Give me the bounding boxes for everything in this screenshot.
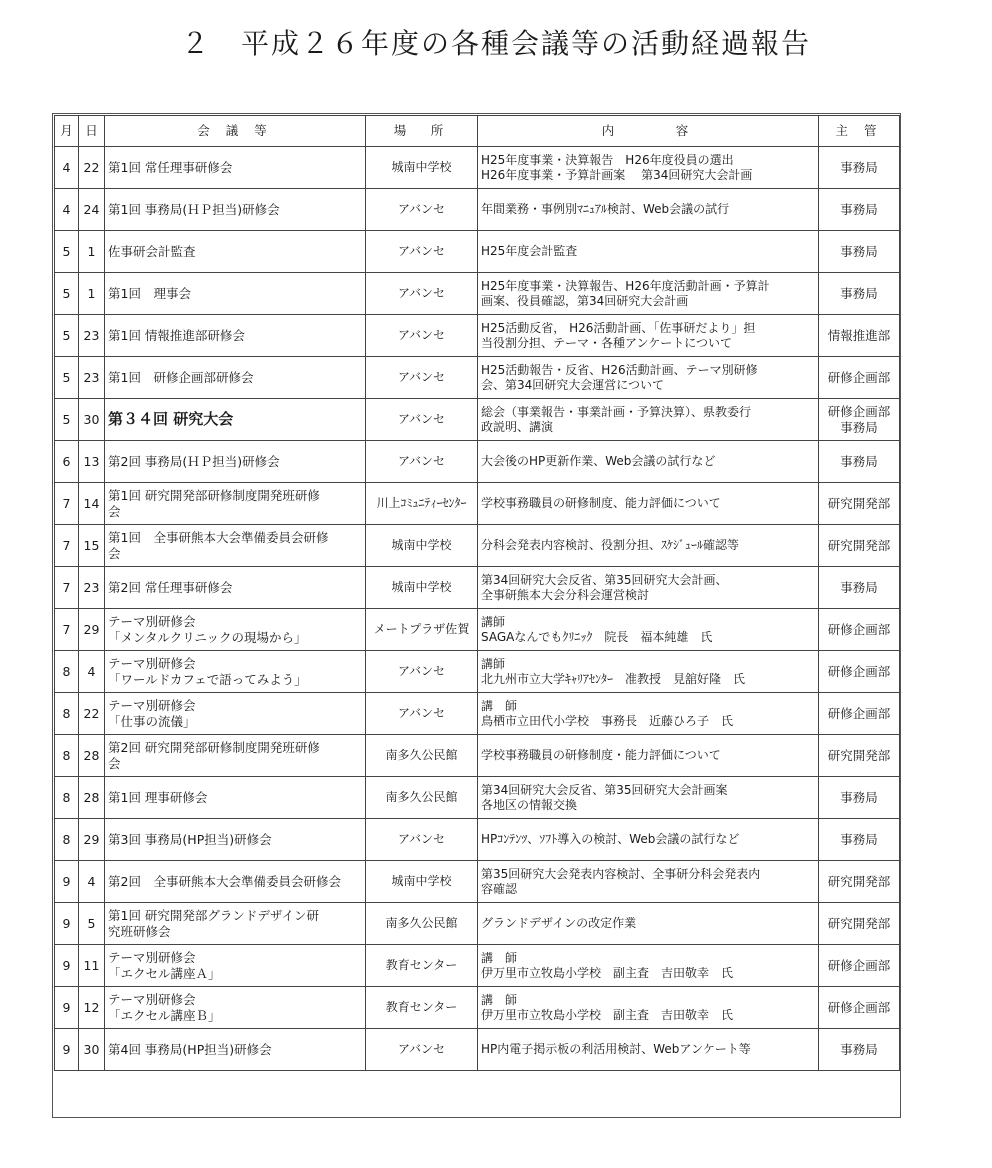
cell-meeting bbox=[105, 315, 366, 357]
header-place: 場 所 bbox=[366, 116, 478, 147]
cell-day: 24 bbox=[79, 189, 105, 231]
cell-meeting-line: 会 bbox=[108, 503, 121, 519]
cell-host-line: 研修企画部 bbox=[827, 957, 891, 973]
cell-month: 9 bbox=[55, 945, 79, 987]
cell-meeting-line: 究班研修会 bbox=[108, 923, 171, 939]
cell-content-line: 講師 bbox=[481, 656, 506, 671]
cell-host bbox=[819, 609, 900, 651]
cell-content-line: 講 師 bbox=[481, 992, 518, 1007]
cell-content-line: 学校事務職員の研修制度、能力評価について bbox=[481, 496, 721, 510]
cell-day: 13 bbox=[79, 441, 105, 483]
cell-host-line: 研究開発部 bbox=[827, 747, 891, 763]
table-row bbox=[55, 231, 900, 273]
cell-content-line: 学校事務職員の研修制度・能力評価について bbox=[481, 748, 721, 762]
cell-host-line: 研修企画部 bbox=[827, 403, 891, 419]
cell-month: 8 bbox=[55, 651, 79, 693]
cell-host bbox=[819, 357, 900, 399]
cell-content-line: H25年度事業・決算報告 H26年度役員の選出 bbox=[481, 152, 734, 167]
cell-host bbox=[819, 567, 900, 609]
cell-content-line: H25年度事業・決算報告、H26年度活動計画・予算計 bbox=[481, 278, 770, 293]
cell-day: 5 bbox=[79, 903, 105, 945]
cell-meeting-line: 第1回 情報推進部研修会 bbox=[108, 327, 245, 343]
cell-meeting-line: 第1回 研究開発部研修制度開発班研修 bbox=[108, 487, 320, 503]
cell-day: 22 bbox=[79, 147, 105, 189]
cell-host bbox=[819, 1029, 900, 1071]
cell-content-line: 講 師 bbox=[481, 698, 518, 713]
cell-content bbox=[478, 147, 819, 189]
cell-content-line: 総会（事業報告・事業計画・予算決算）、県教委行 bbox=[481, 404, 752, 419]
header-month: 月 bbox=[55, 116, 79, 147]
cell-meeting-line: 会 bbox=[108, 545, 121, 561]
cell-month: 9 bbox=[55, 987, 79, 1029]
cell-meeting-line: テーマ別研修会 bbox=[108, 949, 196, 965]
cell-host-line: 事務局 bbox=[840, 243, 878, 259]
cell-meeting-line: 第1回 事務局(ＨＰ担当)研修会 bbox=[108, 201, 280, 217]
table-row bbox=[55, 273, 900, 315]
cell-content bbox=[478, 567, 819, 609]
cell-place: アバンセ bbox=[366, 273, 478, 315]
header-day: 日 bbox=[79, 116, 105, 147]
cell-content bbox=[478, 819, 819, 861]
table-row bbox=[55, 441, 900, 483]
table-row bbox=[55, 819, 900, 861]
header-row bbox=[55, 116, 900, 147]
cell-place: アバンセ bbox=[366, 651, 478, 693]
cell-content bbox=[478, 399, 819, 441]
cell-month: 9 bbox=[55, 861, 79, 903]
cell-meeting bbox=[105, 189, 366, 231]
cell-host bbox=[819, 693, 900, 735]
cell-place: アバンセ bbox=[366, 441, 478, 483]
cell-meeting-line: 第1回 理事会 bbox=[108, 285, 191, 301]
table-row bbox=[55, 777, 900, 819]
table-row bbox=[55, 735, 900, 777]
cell-content bbox=[478, 1029, 819, 1071]
cell-meeting bbox=[105, 777, 366, 819]
table-body bbox=[55, 147, 900, 1071]
cell-meeting bbox=[105, 1029, 366, 1071]
cell-meeting bbox=[105, 651, 366, 693]
cell-month: 7 bbox=[55, 609, 79, 651]
cell-meeting-line: 佐事研会計監査 bbox=[108, 243, 196, 259]
cell-host bbox=[819, 735, 900, 777]
cell-content bbox=[478, 945, 819, 987]
cell-content-line: グランドデザインの改定作業 bbox=[481, 916, 637, 930]
cell-content-line: 伊万里市立牧島小学校 副主査 吉田敬幸 氏 bbox=[481, 1007, 734, 1022]
cell-day: 23 bbox=[79, 567, 105, 609]
cell-host bbox=[819, 945, 900, 987]
cell-day: 29 bbox=[79, 819, 105, 861]
cell-content-line: HP内電子掲示板の利活用検討、Webアンケート等 bbox=[481, 1042, 751, 1056]
cell-month: 6 bbox=[55, 441, 79, 483]
cell-content-line: 大会後のHP更新作業、Web会議の試行など bbox=[481, 454, 716, 468]
cell-content-line: 年間業務・事例別ﾏﾆｭｱﾙ検討、Web会議の試行 bbox=[481, 202, 730, 216]
cell-day: 30 bbox=[79, 1029, 105, 1071]
cell-place: アバンセ bbox=[366, 1029, 478, 1071]
cell-content-line: 北九州市立大学ｷｬﾘｱｾﾝﾀｰ 准教授 見舘好隆 氏 bbox=[481, 671, 746, 686]
cell-host-line: 研究開発部 bbox=[827, 873, 891, 889]
cell-host bbox=[819, 525, 900, 567]
cell-meeting bbox=[105, 735, 366, 777]
cell-meeting-line: 「メンタルクリニックの現場から」 bbox=[108, 629, 307, 645]
cell-host bbox=[819, 777, 900, 819]
table-row bbox=[55, 567, 900, 609]
cell-meeting bbox=[105, 567, 366, 609]
cell-host bbox=[819, 399, 900, 441]
cell-content-line: 講 師 bbox=[481, 950, 518, 965]
cell-place: アバンセ bbox=[366, 399, 478, 441]
cell-content-line: 鳥栖市立田代小学校 事務長 近藤ひろ子 氏 bbox=[481, 713, 734, 728]
cell-host bbox=[819, 273, 900, 315]
cell-meeting-line: 第1回 研究開発部グランドデザイン研 bbox=[108, 907, 320, 923]
cell-content-line: 会、第34回研究大会運営について bbox=[481, 377, 665, 392]
cell-month: 5 bbox=[55, 357, 79, 399]
cell-content bbox=[478, 273, 819, 315]
cell-meeting bbox=[105, 483, 366, 525]
cell-content-line: H25活動報告・反省、H26活動計画、テーマ別研修 bbox=[481, 362, 758, 377]
cell-meeting bbox=[105, 231, 366, 273]
cell-day: 22 bbox=[79, 693, 105, 735]
cell-month: 8 bbox=[55, 693, 79, 735]
table-row bbox=[55, 903, 900, 945]
cell-place: 城南中学校 bbox=[366, 147, 478, 189]
cell-meeting bbox=[105, 945, 366, 987]
cell-content bbox=[478, 525, 819, 567]
cell-place: 南多久公民館 bbox=[366, 735, 478, 777]
table-row bbox=[55, 609, 900, 651]
cell-month: 9 bbox=[55, 903, 79, 945]
cell-host bbox=[819, 441, 900, 483]
cell-place: 川上ｺﾐｭﾆﾃｨｰｾﾝﾀｰ bbox=[366, 483, 478, 525]
cell-content bbox=[478, 987, 819, 1029]
cell-month: 5 bbox=[55, 231, 79, 273]
cell-host-line: 研修企画部 bbox=[827, 663, 891, 679]
cell-place: アバンセ bbox=[366, 819, 478, 861]
cell-content-line: 第35回研究大会発表内容検討、全事研分科会発表内 bbox=[481, 866, 761, 881]
cell-host-line: 研修企画部 bbox=[827, 705, 891, 721]
cell-content bbox=[478, 861, 819, 903]
cell-host bbox=[819, 147, 900, 189]
cell-meeting-line: 第2回 全事研熊本大会準備委員会研修会 bbox=[108, 873, 341, 889]
cell-meeting bbox=[105, 861, 366, 903]
cell-host bbox=[819, 315, 900, 357]
header-meeting: 会 議 等 bbox=[105, 116, 366, 147]
cell-meeting-line: テーマ別研修会 bbox=[108, 655, 196, 671]
cell-day: 1 bbox=[79, 273, 105, 315]
cell-content-line: 政説明、講演 bbox=[481, 419, 554, 434]
cell-host bbox=[819, 819, 900, 861]
cell-content bbox=[478, 735, 819, 777]
cell-content-line: 分科会発表内容検討、役割分担、ｽｹｼﾞｭｰﾙ確認等 bbox=[481, 538, 740, 552]
cell-host-line: 事務局 bbox=[840, 159, 878, 175]
table-row bbox=[55, 399, 900, 441]
cell-day: 29 bbox=[79, 609, 105, 651]
cell-host-line: 事務局 bbox=[840, 1041, 878, 1057]
cell-day: 4 bbox=[79, 861, 105, 903]
cell-month: 4 bbox=[55, 147, 79, 189]
cell-content bbox=[478, 441, 819, 483]
cell-content bbox=[478, 693, 819, 735]
cell-month: 5 bbox=[55, 273, 79, 315]
cell-place: メートプラザ佐賀 bbox=[366, 609, 478, 651]
cell-place: アバンセ bbox=[366, 315, 478, 357]
cell-month: 8 bbox=[55, 819, 79, 861]
cell-meeting-line: 「仕事の流儀」 bbox=[108, 713, 196, 729]
cell-host-line: 研修企画部 bbox=[827, 999, 891, 1015]
cell-content-line: 画案、役員確認，第34回研究大会計画 bbox=[481, 293, 689, 308]
cell-month: 7 bbox=[55, 567, 79, 609]
header-content: 内 容 bbox=[478, 116, 819, 147]
cell-host-line: 研究開発部 bbox=[827, 537, 891, 553]
cell-month: 5 bbox=[55, 315, 79, 357]
cell-meeting bbox=[105, 987, 366, 1029]
cell-content bbox=[478, 357, 819, 399]
table-row bbox=[55, 483, 900, 525]
cell-meeting-line: テーマ別研修会 bbox=[108, 613, 196, 629]
cell-content-line: SAGAなんでもｸﾘﾆｯｸ 院長 福本純雄 氏 bbox=[481, 629, 713, 644]
cell-host bbox=[819, 987, 900, 1029]
cell-meeting bbox=[105, 903, 366, 945]
cell-meeting-line: テーマ別研修会 bbox=[108, 991, 196, 1007]
cell-meeting-line: 第2回 研究開発部研修制度開発班研修 bbox=[108, 739, 320, 755]
cell-meeting-line: 第2回 常任理事研修会 bbox=[108, 579, 233, 595]
cell-meeting bbox=[105, 693, 366, 735]
cell-day: 28 bbox=[79, 777, 105, 819]
cell-month: 4 bbox=[55, 189, 79, 231]
cell-day: 30 bbox=[79, 399, 105, 441]
cell-host bbox=[819, 231, 900, 273]
cell-day: 11 bbox=[79, 945, 105, 987]
table-row bbox=[55, 315, 900, 357]
cell-host-line: 情報推進部 bbox=[827, 327, 891, 343]
cell-month: 9 bbox=[55, 1029, 79, 1071]
header-host: 主 管 bbox=[819, 116, 900, 147]
cell-meeting-line: 「エクセル講座Ａ」 bbox=[108, 965, 221, 981]
cell-month: 8 bbox=[55, 735, 79, 777]
table-row bbox=[55, 945, 900, 987]
table-row bbox=[55, 693, 900, 735]
cell-meeting bbox=[105, 819, 366, 861]
cell-place: 城南中学校 bbox=[366, 567, 478, 609]
cell-day: 1 bbox=[79, 231, 105, 273]
table-row bbox=[55, 147, 900, 189]
cell-day: 23 bbox=[79, 357, 105, 399]
cell-meeting bbox=[105, 441, 366, 483]
cell-meeting bbox=[105, 357, 366, 399]
cell-content bbox=[478, 231, 819, 273]
cell-meeting bbox=[105, 525, 366, 567]
cell-content-line: 当役割分担、テーマ・各種アンケートについて bbox=[481, 335, 733, 350]
table-row bbox=[55, 987, 900, 1029]
table-header bbox=[55, 116, 900, 147]
cell-host-line: 事務局 bbox=[840, 201, 878, 217]
cell-content-line: 講師 bbox=[481, 614, 506, 629]
activity-report-table bbox=[54, 115, 900, 1071]
cell-place: 教育センター bbox=[366, 945, 478, 987]
cell-host-line: 研究開発部 bbox=[827, 495, 891, 511]
cell-host-line: 事務局 bbox=[840, 579, 878, 595]
page-title: ２ 平成２６年度の各種会議等の活動経過報告 bbox=[180, 27, 811, 60]
cell-host bbox=[819, 651, 900, 693]
cell-meeting-line: 「ワールドカフェで語ってみよう」 bbox=[108, 671, 307, 687]
cell-host bbox=[819, 903, 900, 945]
cell-day: 15 bbox=[79, 525, 105, 567]
table-row bbox=[55, 1029, 900, 1071]
cell-content bbox=[478, 903, 819, 945]
cell-content bbox=[478, 189, 819, 231]
cell-month: 7 bbox=[55, 483, 79, 525]
cell-content-line: H25年度会計監査 bbox=[481, 244, 578, 258]
table-row bbox=[55, 189, 900, 231]
cell-place: 城南中学校 bbox=[366, 861, 478, 903]
cell-meeting-line: 第3回 事務局(HP担当)研修会 bbox=[108, 831, 272, 847]
cell-content-line: H26年度事業・予算計画案 第34回研究大会計画 bbox=[481, 167, 753, 182]
cell-content bbox=[478, 651, 819, 693]
cell-meeting bbox=[105, 147, 366, 189]
cell-meeting-line: 第1回 全事研熊本大会準備委員会研修 bbox=[108, 529, 329, 545]
cell-content-line: 第34回研究大会反省、第35回研究大会計画案 bbox=[481, 782, 728, 797]
cell-meeting-line: テーマ別研修会 bbox=[108, 697, 196, 713]
cell-content bbox=[478, 777, 819, 819]
cell-host bbox=[819, 189, 900, 231]
cell-meeting-line: 「エクセル講座Ｂ」 bbox=[108, 1007, 221, 1023]
table-row bbox=[55, 357, 900, 399]
cell-place: 南多久公民館 bbox=[366, 777, 478, 819]
cell-host-line: 事務局 bbox=[840, 831, 878, 847]
cell-meeting bbox=[105, 609, 366, 651]
cell-month: 8 bbox=[55, 777, 79, 819]
cell-meeting-line: 第1回 常任理事研修会 bbox=[108, 159, 233, 175]
cell-meeting-line: 第1回 理事研修会 bbox=[108, 789, 208, 805]
table-row bbox=[55, 525, 900, 567]
cell-host-line: 事務局 bbox=[840, 789, 878, 805]
cell-host-line: 研究開発部 bbox=[827, 915, 891, 931]
cell-meeting bbox=[105, 273, 366, 315]
cell-day: 12 bbox=[79, 987, 105, 1029]
cell-place: アバンセ bbox=[366, 357, 478, 399]
cell-content-line: 伊万里市立牧島小学校 副主査 吉田敬幸 氏 bbox=[481, 965, 734, 980]
cell-meeting-line: 第３４回 研究大会 bbox=[108, 410, 234, 429]
cell-place: アバンセ bbox=[366, 189, 478, 231]
cell-content bbox=[478, 609, 819, 651]
cell-place: アバンセ bbox=[366, 231, 478, 273]
cell-meeting bbox=[105, 399, 366, 441]
cell-month: 5 bbox=[55, 399, 79, 441]
table-row bbox=[55, 651, 900, 693]
cell-host-line: 研修企画部 bbox=[827, 369, 891, 385]
cell-host-line: 研修企画部 bbox=[827, 621, 891, 637]
cell-meeting-line: 第1回 研修企画部研修会 bbox=[108, 369, 254, 385]
cell-day: 28 bbox=[79, 735, 105, 777]
cell-content bbox=[478, 315, 819, 357]
cell-day: 23 bbox=[79, 315, 105, 357]
cell-host-line: 事務局 bbox=[840, 453, 878, 469]
cell-host-line: 事務局 bbox=[840, 419, 878, 435]
cell-month: 7 bbox=[55, 525, 79, 567]
cell-place: 教育センター bbox=[366, 987, 478, 1029]
cell-place: アバンセ bbox=[366, 693, 478, 735]
cell-content-line: H25活動反省， H26活動計画、「佐事研だより」担 bbox=[481, 320, 756, 335]
cell-day: 14 bbox=[79, 483, 105, 525]
cell-meeting-line: 会 bbox=[108, 755, 121, 771]
cell-content bbox=[478, 483, 819, 525]
cell-content-line: 全事研熊本大会分科会運営検討 bbox=[481, 587, 650, 602]
cell-place: 城南中学校 bbox=[366, 525, 478, 567]
cell-place: 南多久公民館 bbox=[366, 903, 478, 945]
cell-content-line: 容確認 bbox=[481, 881, 518, 896]
table-row bbox=[55, 861, 900, 903]
cell-host-line: 事務局 bbox=[840, 285, 878, 301]
cell-content-line: HPｺﾝﾃﾝﾂ、ｿﾌﾄ導入の検討、Web会議の試行など bbox=[481, 832, 740, 846]
cell-meeting-line: 第2回 事務局(ＨＰ担当)研修会 bbox=[108, 453, 280, 469]
cell-content-line: 各地区の情報交換 bbox=[481, 797, 578, 812]
cell-host bbox=[819, 861, 900, 903]
cell-day: 4 bbox=[79, 651, 105, 693]
cell-meeting-line: 第4回 事務局(HP担当)研修会 bbox=[108, 1041, 272, 1057]
cell-host bbox=[819, 483, 900, 525]
cell-content-line: 第34回研究大会反省、第35回研究大会計画、 bbox=[481, 572, 728, 587]
